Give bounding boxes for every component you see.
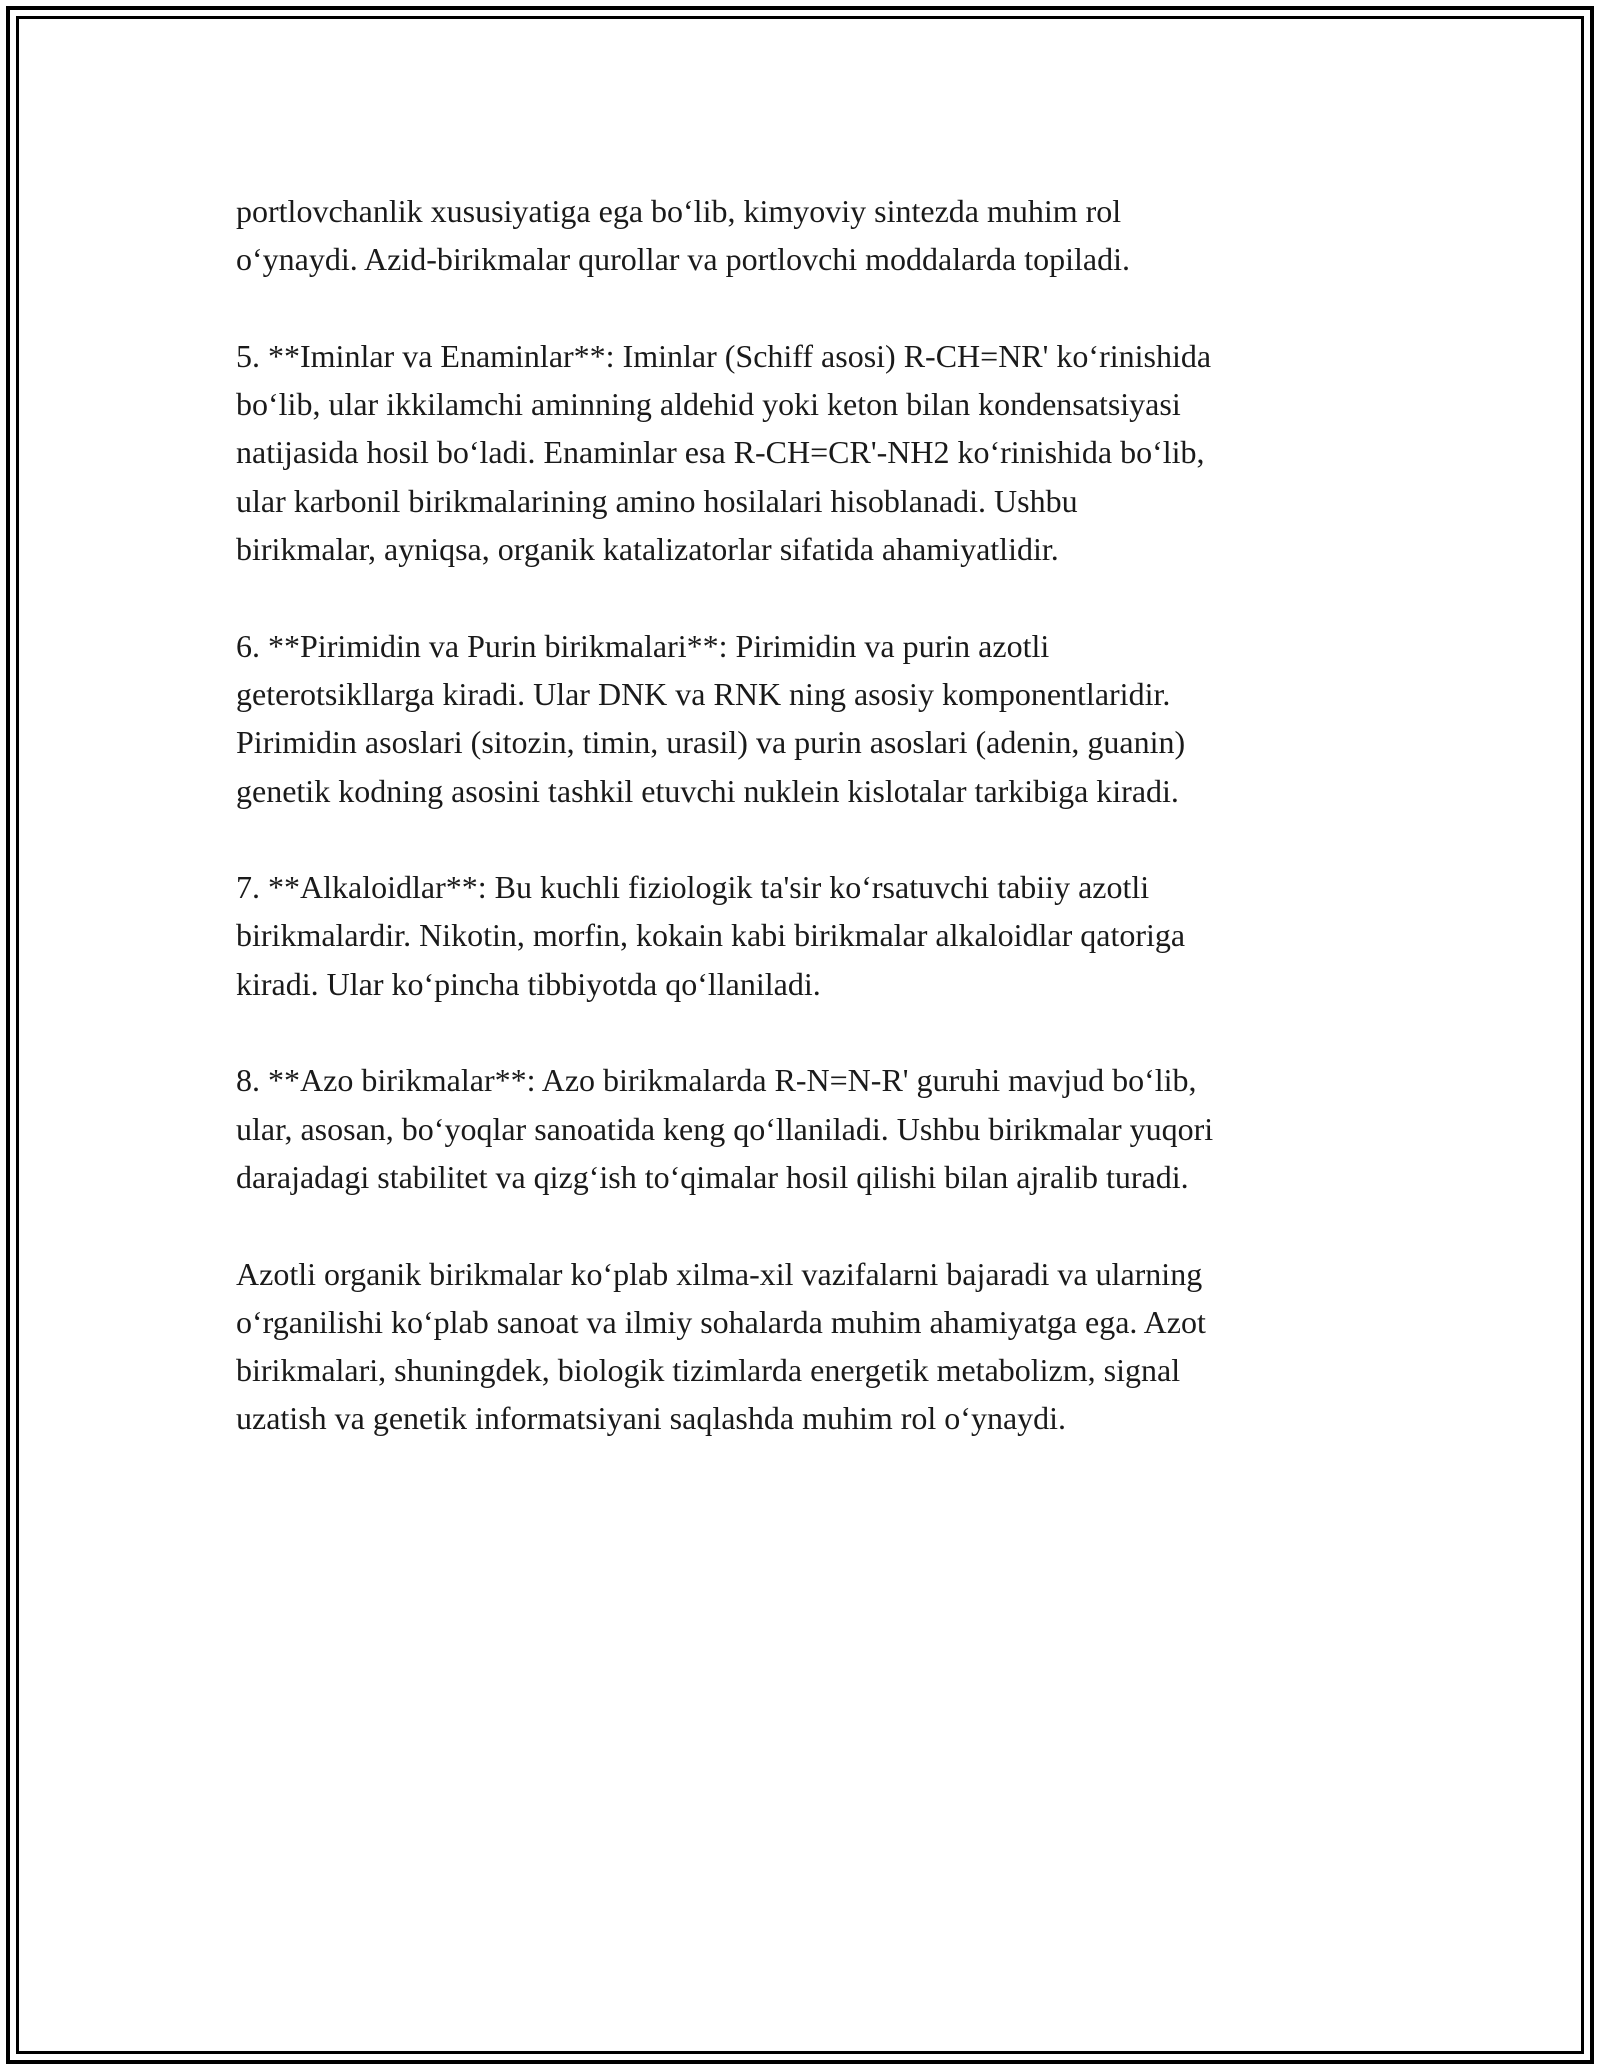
text-line: birikmalari, shuningdek, biologik tizimlarda energetik metabolizm, signal [236, 1352, 1181, 1389]
text-line: Azotli organik birikmalar ko‘plab xilma-xil vazifalarni bajaradi va ularning [236, 1255, 1203, 1292]
text-line: darajadagi stabilitet va qizg‘ish to‘qimalar hosil qilishi bilan ajralib turadi. [236, 1158, 1189, 1195]
text-line: birikmalardir. Nikotin, morfin, kokain kabi birikmalar alkaloidlar qatoriga [236, 917, 1186, 954]
text-line: 5. **Iminlar va Enaminlar**: Iminlar (Schiff asosi) R-CH=NR' ko‘rinishida [236, 337, 1212, 374]
paragraph-alkaloidlar [236, 863, 1386, 1008]
text-line: bo‘lib, ular ikkilamchi aminning aldehid yoki keton bilan kondensatsiyasi [236, 386, 1181, 423]
text-line: o‘ynaydi. Azid-birikmalar qurollar va portlovchi moddalarda topiladi. [236, 241, 1130, 278]
text-line: 8. **Azo birikmalar**: Azo birikmalarda R-N=N-R' guruhi mavjud bo‘lib, [236, 1062, 1197, 1099]
paragraph-azo [236, 1056, 1386, 1201]
text-line: ular karbonil birikmalarining amino hosilalari hisoblanadi. Ushbu [236, 482, 1078, 519]
paragraph-pirimidin [236, 622, 1386, 815]
text-line: ular, asosan, bo‘yoqlar sanoatida keng qo‘llaniladi. Ushbu birikmalar yuqori [236, 1110, 1214, 1147]
text-line: 6. **Pirimidin va Purin birikmalari**: Pirimidin va purin azotli [236, 627, 1050, 664]
text-line: o‘rganilishi ko‘plab sanoat va ilmiy sohalarda muhim ahamiyatga ega. Azot [236, 1303, 1206, 1340]
text-line: geterotsikllarga kiradi. Ular DNK va RNK ning asosiy komponentlaridir. [236, 675, 1171, 712]
document-body [236, 187, 1386, 1491]
text-line: 7. **Alkaloidlar**: Bu kuchli fiziologik ta'sir ko‘rsatuvchi tabiiy azotli [236, 869, 1150, 906]
text-line: genetik kodning asosini tashkil etuvchi nuklein kislotalar tarkibiga kiradi. [236, 772, 1179, 809]
text-line: natijasida hosil bo‘ladi. Enaminlar esa R-CH=CR'-NH2 ko‘rinishida bo‘lib, [236, 434, 1205, 471]
text-line: portlovchanlik xususiyatiga ega bo‘lib, kimyoviy sintezda muhim rol [236, 193, 1122, 229]
text-line: birikmalar, ayniqsa, organik katalizatorlar sifatida ahamiyatlidir. [236, 531, 1059, 568]
text-line: uzatish va genetik informatsiyani saqlashda muhim rol o‘ynaydi. [236, 1400, 1067, 1437]
paragraph-iminlar [236, 332, 1386, 573]
paragraph-conclusion [236, 1250, 1386, 1443]
text-line: Pirimidin asoslari (sitozin, timin, urasil) va purin asoslari (adenin, guanin) [236, 724, 1186, 761]
text-line: kiradi. Ular ko‘pincha tibbiyotda qo‘llaniladi. [236, 965, 821, 1002]
paragraph-azid-continuation [236, 187, 1386, 284]
